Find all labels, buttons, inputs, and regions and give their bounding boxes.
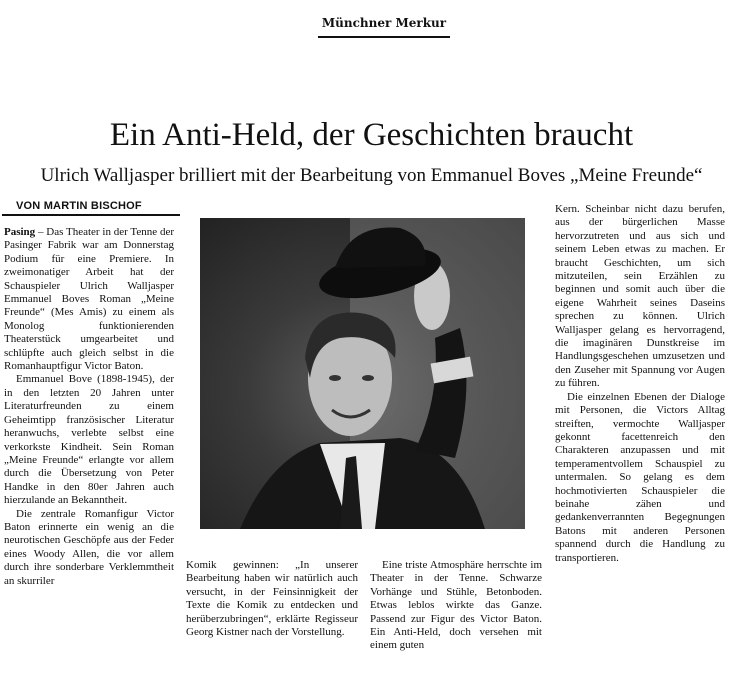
paragraph: Emmanuel Bove (1898-1945), der in den letzten 20 Jahren unter Literaturfreunden zu einem Geheimtipp französischer Literatur heranwuchs, verlebte selbst eine verkorkste Kindheit. Sein Roman „Meine Freunde“ erlangte vor allem durch die Übersetzung von Peter Handke in den 80er Jahren auch hierzulande an Bekanntheit. [4, 373, 174, 507]
paragraph: Eine triste Atmosphäre herrschte im Theater in der Tenne. Schwarze Vorhänge und Stühle, Betonboden. Etwas leblos wirkte das Ganze. Passend zur Figur des Victor Baton. Ein Anti-Held, doch versehen mit einem guten [370, 559, 542, 652]
subheadline: Ulrich Walljasper brilliert mit der Bearbeitung von Emmanuel Boves „Meine Freunde“ [40, 165, 703, 186]
dateline-place: Pasing [4, 226, 36, 238]
paragraph-text: – Das Theater in der Tenne der Pasinger Fabrik war am Donnerstag Podium für eine Premiere. In zweimonatiger Arbeit hat der Schauspieler Ulrich Walljasper Emmanuel Boves Roman „Meine Freunde“ (Mes Amis) zu einem als Monolog funktionierenden Theaterstück umgearbeitet und schlüpfte auch gleich selbst in die Romanhauptfigur Victor Baton. [4, 226, 174, 373]
article-column-3 [370, 559, 542, 653]
photo-illustration [200, 218, 525, 529]
paragraph [4, 226, 174, 373]
article-column-1 [4, 226, 174, 588]
article-column-2 [186, 559, 358, 639]
paragraph: Die zentrale Romanfigur Victor Baton erinnerte ein wenig an die neurotischen Geschöpfe aus der Feder eines Woody Allen, die vor allem durch ihre sonderbare Verklemmtheit an skurriler [4, 507, 174, 587]
paragraph: Komik gewinnen: „In unserer Bearbeitung haben wir natürlich auch versucht, in der Feinsinnigkeit der Texte die Komik zu entdecken und herüberzubringen“, erklärte Regisseur Georg Kistner nach der Vorstellung. [186, 559, 358, 639]
headline: Ein Anti-Held, der Geschichten braucht [109, 117, 634, 153]
masthead: Münchner Merkur [318, 16, 450, 38]
paragraph: Die einzelnen Ebenen der Dialoge mit Personen, die Victors Alltag streiften, vermochte Walljasper gekonnt facettenreich den Charakteren anzupassen und mit temperamentvollem Schauspiel zu untermalen. So gelang es dem hochmotivierten Schauspieler die beinahe zähen und gedankenverrannten Begegnungen Batons mit anderen Personen spannend durch die Handlung zu transportieren. [555, 390, 725, 564]
byline: VON MARTIN BISCHOF [2, 200, 180, 216]
paragraph: Kern. Scheinbar nicht dazu berufen, aus der bürgerlichen Masse hervorzutreten und aus sich und seinem Leben etwas zu machen. Er braucht Geschichten, um sich mitzuteilen, sein Erzählen zu beginnen und somit auch über die eigene Wahrheit seines Daseins sprechen zu können. Ulrich Walljasper gelang es hervorragend, die imaginären Dunstkreise im Handlungsgeschehen umzusetzen und den Zuseher mit Spannung vor Augen zu führen. [555, 203, 725, 390]
article-column-4 [555, 203, 725, 565]
man-lifting-hat-photo [200, 218, 525, 529]
